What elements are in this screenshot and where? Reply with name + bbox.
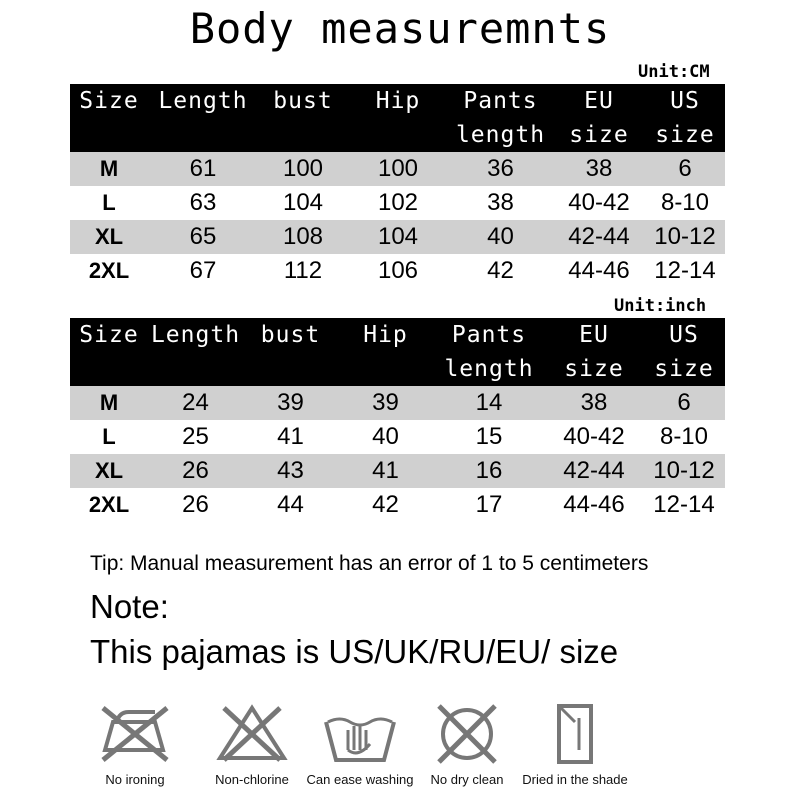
table-row xyxy=(70,386,725,420)
care-item xyxy=(300,700,420,787)
table-cell: 14 xyxy=(433,386,545,420)
table-cell: 102 xyxy=(377,189,419,216)
table-cell: 108 xyxy=(258,220,348,254)
column-header-line2 xyxy=(243,352,338,386)
care-item xyxy=(75,700,195,787)
header-row xyxy=(70,118,725,152)
table-cell: 41 xyxy=(338,454,433,488)
column-header-line2: length xyxy=(448,118,553,152)
column-header: Length xyxy=(148,318,243,352)
column-header-line2 xyxy=(148,118,258,152)
care-label: No ironing xyxy=(105,772,165,787)
column-header: EU xyxy=(553,84,645,118)
header-row xyxy=(70,318,725,352)
non-chlorine-icon xyxy=(212,700,292,766)
column-header-line2: size xyxy=(645,118,725,152)
table-cell: 42 xyxy=(487,257,514,284)
cm-table-body xyxy=(70,152,725,288)
note-heading: Note: xyxy=(90,588,169,625)
column-header: Pants xyxy=(448,84,553,118)
table-cell: 26 xyxy=(148,454,243,488)
care-label: No dry clean xyxy=(430,772,504,787)
cm-size-table xyxy=(70,84,725,288)
care-icons-row xyxy=(95,700,745,800)
table-cell: L xyxy=(102,190,116,215)
table-cell: 24 xyxy=(148,386,243,420)
cm-unit-label: Unit:CM xyxy=(638,62,710,82)
table-cell: 104 xyxy=(348,220,448,254)
table-cell: 112 xyxy=(283,257,323,284)
table-row xyxy=(70,454,725,488)
table-cell: 38 xyxy=(553,152,645,186)
column-header-line2: size xyxy=(545,352,643,386)
inch-size-table xyxy=(70,318,725,522)
table-cell: 10-12 xyxy=(643,454,725,488)
column-header: Length xyxy=(148,84,258,118)
table-cell: 40-42 xyxy=(563,423,625,450)
table-cell: 38 xyxy=(545,386,643,420)
care-item xyxy=(407,700,527,787)
table-row xyxy=(70,488,725,522)
column-header: EU xyxy=(545,318,643,352)
inch-table-body xyxy=(70,386,725,522)
table-row xyxy=(70,152,725,186)
table-cell: 38 xyxy=(487,189,514,216)
column-header-line2 xyxy=(148,352,243,386)
table-cell: 25 xyxy=(182,423,209,450)
measurement-tip: Tip: Manual measurement has an error of 1 to 5 centimeters xyxy=(90,552,649,575)
care-item xyxy=(192,700,312,787)
table-cell: 8-10 xyxy=(659,423,709,450)
table-cell: 40-42 xyxy=(568,189,630,216)
table-cell: 100 xyxy=(348,152,448,186)
column-header: Hip xyxy=(338,318,433,352)
column-header: US xyxy=(645,84,725,118)
table-cell: 36 xyxy=(448,152,553,186)
column-header: Pants xyxy=(433,318,545,352)
table-cell: 65 xyxy=(148,220,258,254)
table-cell: 8-10 xyxy=(660,189,710,216)
column-header: bust xyxy=(258,84,348,118)
table-cell: 6 xyxy=(643,386,725,420)
table-cell: 39 xyxy=(243,386,338,420)
column-header-line2 xyxy=(338,352,433,386)
inch-unit-label: Unit:inch xyxy=(614,296,707,316)
table-cell: 42-44 xyxy=(553,220,645,254)
table-cell: 104 xyxy=(282,189,324,216)
care-item xyxy=(515,700,635,787)
table-cell: 2XL xyxy=(88,258,130,283)
hand-wash-icon xyxy=(320,700,400,766)
table-cell: 17 xyxy=(475,491,503,518)
column-header-line2: length xyxy=(433,352,545,386)
table-cell: 6 xyxy=(645,152,725,186)
page-title: Body measuremnts xyxy=(189,4,611,53)
table-row xyxy=(70,220,725,254)
table-row xyxy=(70,186,725,220)
table-cell: 44 xyxy=(277,491,304,518)
table-cell: XL xyxy=(70,220,148,254)
header-row xyxy=(70,352,725,386)
column-header-line2: size xyxy=(643,352,725,386)
table-cell: 2XL xyxy=(88,492,130,517)
column-header-line2 xyxy=(258,118,348,152)
column-header: Size xyxy=(70,318,148,352)
table-cell: 15 xyxy=(475,423,503,450)
no-dry-clean-icon xyxy=(427,700,507,766)
column-header: Size xyxy=(70,84,148,118)
table-cell: L xyxy=(102,424,116,449)
table-cell: 100 xyxy=(258,152,348,186)
table-cell: 44-46 xyxy=(563,491,625,518)
table-cell: 67 xyxy=(189,257,217,284)
table-cell: M xyxy=(70,152,148,186)
table-cell: 44-46 xyxy=(568,257,630,284)
table-cell: 41 xyxy=(277,423,304,450)
cm-table-header xyxy=(70,84,725,152)
dry-in-shade-icon xyxy=(535,700,615,766)
header-row xyxy=(70,84,725,118)
table-cell: 43 xyxy=(243,454,338,488)
column-header-line2 xyxy=(348,118,448,152)
column-header: US xyxy=(643,318,725,352)
table-row xyxy=(70,254,725,288)
table-cell: M xyxy=(70,386,148,420)
size-note: This pajamas is US/UK/RU/EU/ size xyxy=(90,633,619,670)
column-header-line2: size xyxy=(553,118,645,152)
table-cell: 42 xyxy=(372,491,399,518)
table-cell: 40 xyxy=(448,220,553,254)
care-label: Non-chlorine xyxy=(215,772,289,787)
column-header: Hip xyxy=(348,84,448,118)
table-row xyxy=(70,420,725,454)
table-cell: 40 xyxy=(372,423,399,450)
table-cell: 39 xyxy=(338,386,433,420)
table-cell: XL xyxy=(70,454,148,488)
table-cell: 12-14 xyxy=(653,491,715,518)
table-cell: 16 xyxy=(433,454,545,488)
column-header: bust xyxy=(243,318,338,352)
table-cell: 26 xyxy=(182,491,209,518)
table-cell: 12-14 xyxy=(654,257,716,284)
column-header-line2 xyxy=(70,352,148,386)
table-cell: 10-12 xyxy=(645,220,725,254)
no-ironing-icon xyxy=(95,700,175,766)
inch-table-header xyxy=(70,318,725,386)
care-label: Can ease washing xyxy=(306,772,414,787)
table-cell: 106 xyxy=(377,257,419,284)
care-label: Dried in the shade xyxy=(522,772,628,787)
table-cell: 61 xyxy=(148,152,258,186)
table-cell: 42-44 xyxy=(545,454,643,488)
table-cell: 63 xyxy=(189,189,217,216)
column-header-line2 xyxy=(70,118,148,152)
